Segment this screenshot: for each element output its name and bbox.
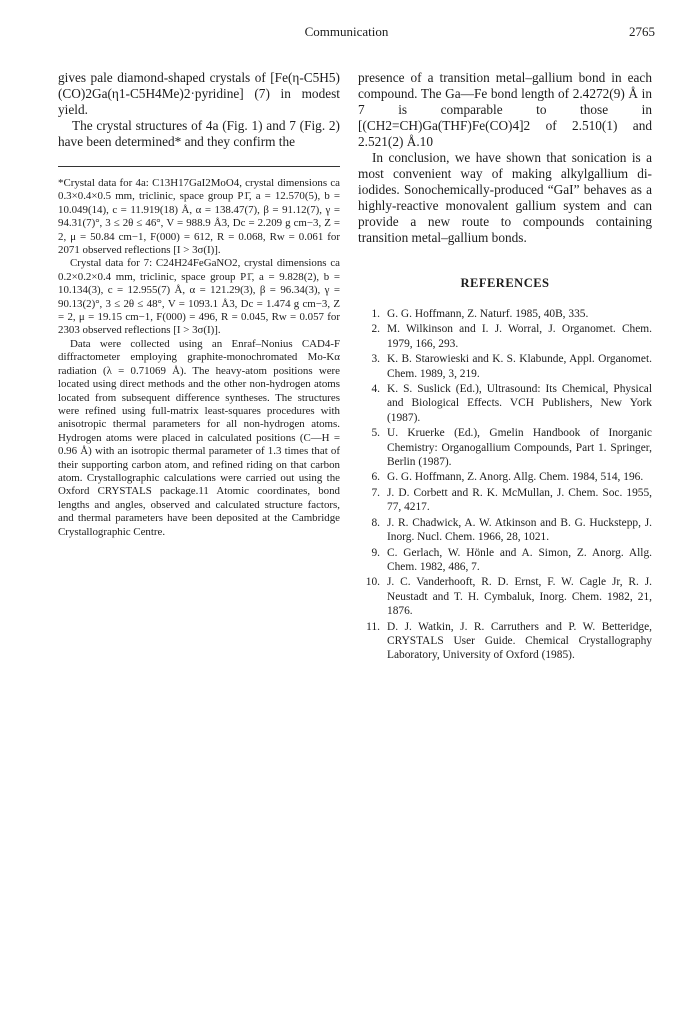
left-column bbox=[58, 70, 340, 539]
crystal-data-footnote bbox=[58, 177, 340, 539]
footnote-paragraph: Crystal data for 7: C24H24FeGaNO2, crystal dimensions ca 0.2×0.2×0.4 mm, triclinic, space group P1̄, a = 9.828(2), b = 10.134(3), c = 12.955(7) Å, α = 121.29(3), β = 96.34(3), γ = 90.13(2)°, 3 ≤ 2θ ≤ 48°, V = 1093.1 Å3, Dc = 1.474 g cm−3, Z = 2, μ = 19.15 cm−1, F(000) = 496, R = 0.045, Rw = 0.057 for 2303 observed reflections [I > 3σ(I)]. bbox=[58, 257, 340, 337]
reference-item bbox=[358, 322, 652, 351]
reference-text: G. G. Hoffmann, Z. Anorg. Allg. Chem. 1984, 514, 196. bbox=[387, 471, 644, 484]
reference-number: 2. bbox=[371, 323, 380, 336]
reference-text: J. C. Vanderhooft, R. D. Ernst, F. W. Cagle Jr, R. J. Neustadt and T. H. Cymbaluk, Inorg. Chem. 1982, 21, 1876. bbox=[387, 576, 652, 618]
reference-item bbox=[358, 382, 652, 425]
page-number: 2765 bbox=[629, 24, 655, 39]
footnote-divider bbox=[58, 166, 340, 167]
body-paragraph: presence of a transition metal–gallium bond in each compound. The Ga—Fe bond length of 2.4272(9) Å in 7 is comparable to those in [(CH2=CH)Ga(THF)Fe(CO)4]2 of 2.510(1) and 2.521(2) Å.10 bbox=[358, 70, 652, 149]
reference-item bbox=[358, 620, 652, 663]
reference-number: 3. bbox=[371, 353, 380, 366]
reference-number: 4. bbox=[371, 383, 380, 396]
reference-item bbox=[358, 516, 652, 545]
reference-number: 7. bbox=[371, 486, 380, 499]
reference-item bbox=[358, 470, 652, 484]
reference-number: 11. bbox=[366, 620, 380, 633]
running-header bbox=[0, 24, 693, 44]
reference-list bbox=[358, 307, 652, 663]
reference-text: D. J. Watkin, J. R. Carruthers and P. W. Betteridge, CRYSTALS User Guide. Chemical Crystallography Laboratory, University of Oxford (1985). bbox=[387, 620, 652, 662]
body-paragraph: The crystal structures of 4a (Fig. 1) and 7 (Fig. 2) have been determined* and they confirm the bbox=[58, 118, 340, 149]
references-heading: REFERENCES bbox=[460, 276, 550, 290]
reference-item bbox=[358, 426, 652, 469]
reference-item bbox=[358, 546, 652, 575]
reference-item bbox=[358, 307, 652, 321]
reference-number: 6. bbox=[371, 471, 380, 484]
footnote-paragraph: Data were collected using an Enraf–Nonius CAD4-F diffractometer employing graphite-monochromated Mo-Kα radiation (λ = 0.71069 Å). The heavy-atom positions were located using direct methods and the other non-hydrogen atoms located from subsequent difference syntheses. The structures were refined using full-matrix least-squares procedures with anisotropic thermal parameters for all non-hydrogen atoms. Hydrogen atoms were placed in calculated positions (C—H = 0.96 Å) with an isotropic thermal parameter of 1.3 times that of their supporting carbon atom, and refined riding on that carbon atom. Crystallographic calculations were carried out using the Oxford CRYSTALS package.11 Atomic coordinates, bond lengths and angles, observed and calculated structure factors, and thermal parameters have been deposited at the Cambridge Crystallographic Centre. bbox=[58, 337, 340, 538]
reference-item bbox=[358, 352, 652, 381]
reference-text: K. B. Starowieski and K. S. Klabunde, Appl. Organomet. Chem. 1989, 3, 219. bbox=[387, 353, 652, 380]
reference-text: M. Wilkinson and I. J. Worral, J. Organomet. Chem. 1979, 166, 293. bbox=[387, 323, 652, 350]
running-head-title: Communication bbox=[304, 24, 389, 39]
reference-number: 1. bbox=[371, 308, 380, 320]
body-paragraph: gives pale diamond-shaped crystals of [Fe(η-C5H5)(CO)2Ga(η1-C5H4Me)2·pyridine] (7) in modest yield. bbox=[58, 70, 340, 117]
reference-item bbox=[358, 575, 652, 618]
reference-number: 9. bbox=[371, 546, 380, 559]
reference-text: J. D. Corbett and R. K. McMullan, J. Chem. Soc. 1955, 77, 4217. bbox=[387, 486, 652, 514]
conclusion-paragraph: In conclusion, we have shown that sonication is a most convenient way of making alkylgallium di-iodides. Sonochemically-produced “GaI” behaves as a highly-reactive monovalent gallium system and can provide a new route to compounds containing transition metal–gallium bonds. bbox=[358, 150, 652, 245]
reference-number: 8. bbox=[371, 516, 380, 529]
reference-text: U. Kruerke (Ed.), Gmelin Handbook of Inorganic Chemistry: Organogallium Compounds, Part 1. Springer, Berlin (1987). bbox=[387, 427, 652, 469]
reference-number: 10. bbox=[365, 576, 380, 589]
reference-text: J. R. Chadwick, A. W. Atkinson and B. G. Huckstepp, J. Inorg. Nucl. Chem. 1966, 28, 1021. bbox=[387, 516, 652, 544]
reference-item bbox=[358, 486, 652, 515]
reference-text: C. Gerlach, W. Hönle and A. Simon, Z. Anorg. Allg. Chem. 1982, 486, 7. bbox=[387, 546, 652, 573]
reference-text: K. S. Suslick (Ed.), Ultrasound: Its Chemical, Physical and Biological Effects. VCH Publishers, New York (1987). bbox=[387, 383, 652, 424]
reference-text: G. G. Hoffmann, Z. Naturf. 1985, 40B, 335. bbox=[387, 308, 589, 320]
footnote-paragraph: *Crystal data for 4a: C13H17GaI2MoO4, crystal dimensions ca 0.3×0.4×0.5 mm, triclinic, space group P1̄, a = 12.570(5), b = 10.049(14), c = 11.919(18) Å, α = 138.47(7), β = 91.12(7), γ = 94.31(7)°, 3 ≤ 2θ ≤ 46°, V = 988.9 Å3, Dc = 2.209 g cm−3, Z = 2, μ = 50.84 cm−1, F(000) = 612, R = 0.068, Rw = 0.061 for 2071 observed reflections [I > 3σ(I)]. bbox=[58, 177, 340, 257]
right-column bbox=[358, 70, 652, 664]
reference-number: 5. bbox=[371, 427, 380, 440]
